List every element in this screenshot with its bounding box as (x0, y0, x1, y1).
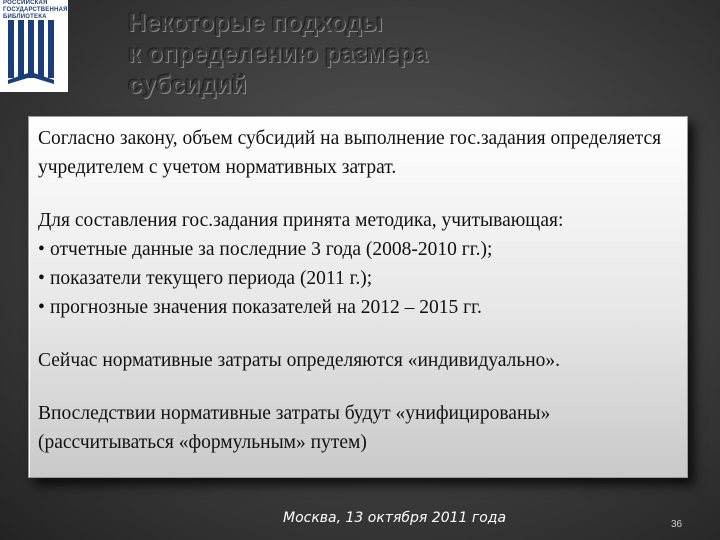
paragraph-future: Впоследствии нормативные затраты будут «унифицированы» (рассчитываться «формульным» путем) (38, 403, 551, 453)
bullet-symbol: • (38, 297, 45, 318)
bullet-symbol: • (38, 268, 45, 289)
paragraph-methodology: Для составления гос.задания принята методика, учитывающая: (38, 210, 564, 231)
paragraph-law: Согласно закону, объем субсидий на выполнение гос.задания определяется учредителем с учетом нормативных затрат. (38, 128, 662, 178)
library-columns-icon (6, 20, 62, 88)
paragraph-current: Сейчас нормативные затраты определяются «индивидуально». (38, 350, 561, 371)
footer-date: Москва, 13 октября 2011 года (283, 510, 507, 526)
bullet-text: отчетные данные за последние 3 года (2008-2010 гг.); (50, 239, 493, 260)
slide-title: Некоторые подходы к определению размера субсидий (128, 9, 428, 99)
library-logo (0, 0, 68, 92)
page-number: 36 (671, 519, 683, 530)
bullet-text: показатели текущего периода (2011 г.); (50, 268, 373, 289)
list-item (38, 264, 686, 293)
logo-text: РОССИЙСКАЯ ГОСУДАРСТВЕННАЯ БИБЛИОТЕКА (3, 0, 68, 20)
bullet-symbol: • (38, 239, 45, 260)
list-item (38, 235, 686, 264)
content-text (38, 124, 686, 457)
bullet-text: прогнозные значения показателей на 2012 – 2015 гг. (50, 297, 482, 318)
content-panel (28, 116, 688, 478)
list-item (38, 293, 686, 322)
